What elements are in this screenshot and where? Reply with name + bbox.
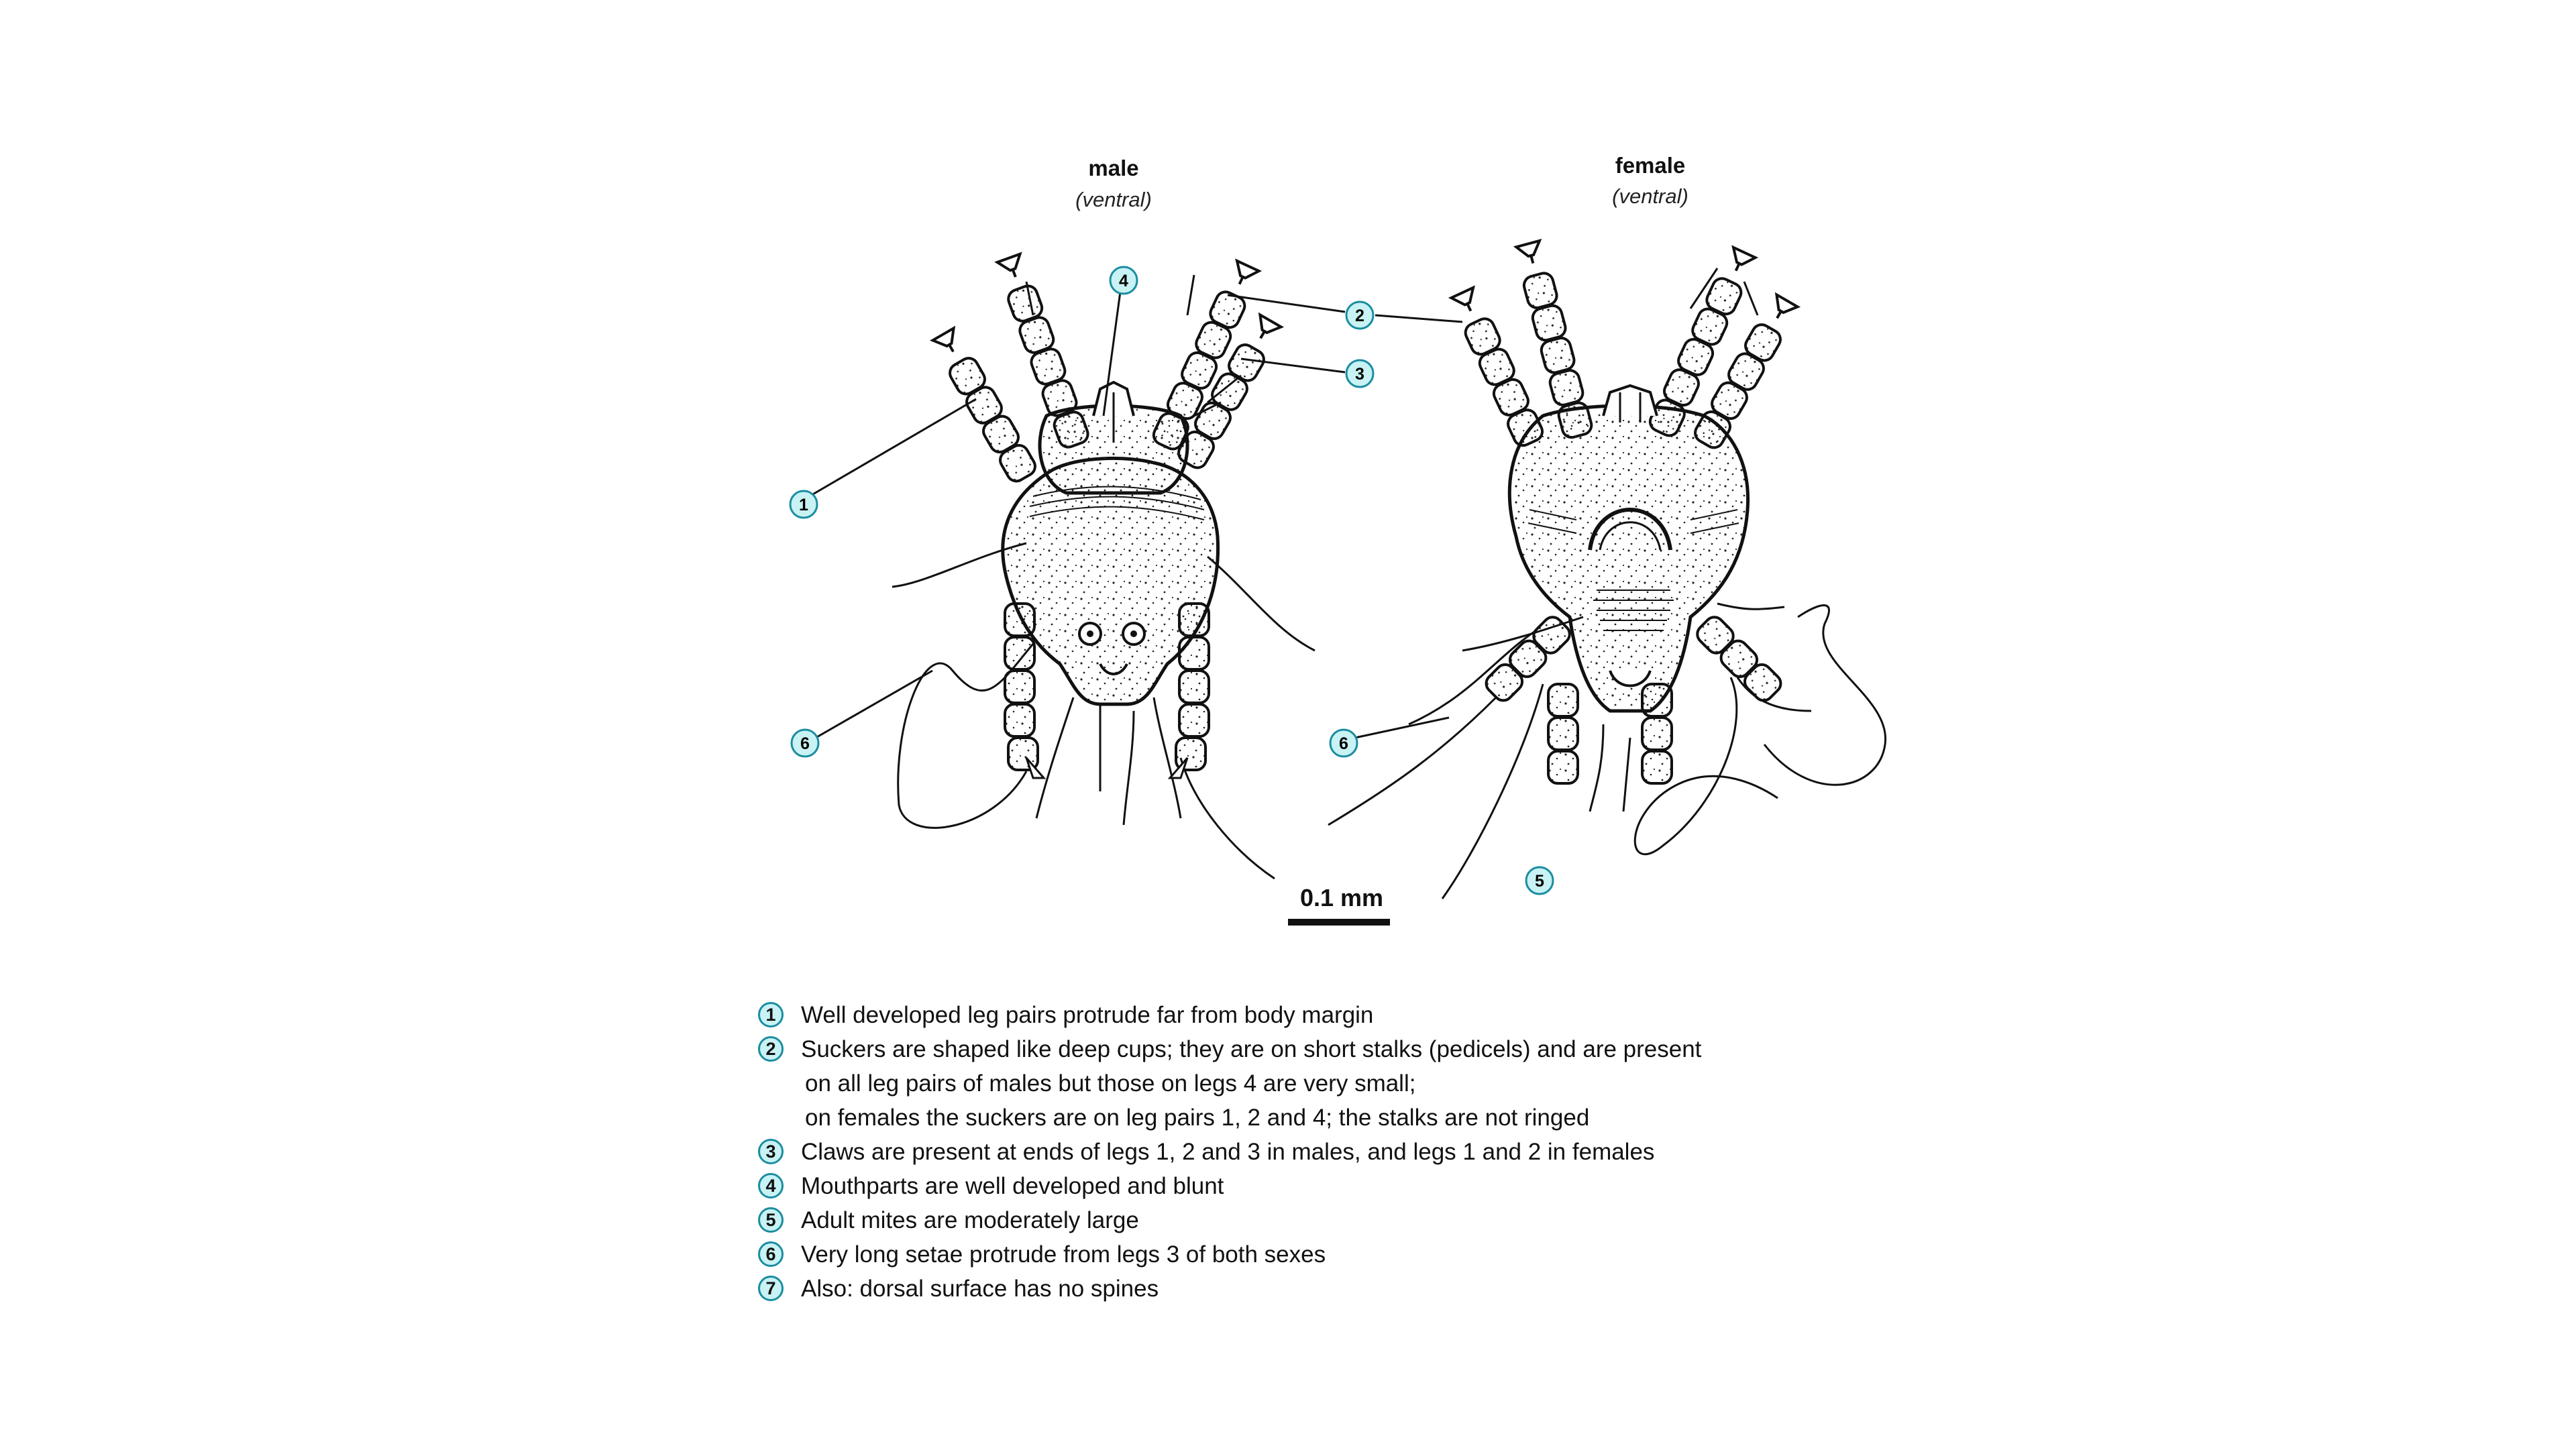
callout-1-label: 1 [799,496,808,514]
legend-text: Also: dorsal surface has no spines [801,1276,1159,1302]
legend-item-3 [758,1135,1898,1169]
legend-number-3-icon: 3 [758,1139,784,1164]
callout-5-label: 5 [1535,872,1544,891]
legend-text: Well developed leg pairs protrude far from body margin [801,1002,1374,1028]
callout-6-male-label: 6 [800,734,810,753]
male-title: male [1088,156,1139,180]
legend-text: Adult mites are moderately large [801,1207,1139,1233]
legend-item-7 [758,1272,1898,1306]
female-subtitle: (ventral) [1612,184,1688,208]
legend-item-5 [758,1203,1898,1237]
legend-text: Suckers are shaped like deep cups; they are on short stalks (pedicels) and are present [801,1036,1702,1062]
legend-number-1-icon: 1 [758,1002,784,1027]
scale-bar-label: 0.1 mm [1299,884,1384,911]
legend-text: Very long setae protrude from legs 3 of both sexes [801,1241,1326,1268]
callout-6-male-icon [792,730,818,757]
female-title: female [1615,153,1686,178]
male-mite [892,253,1315,879]
legend-text-continuation: on all leg pairs of males but those on legs 4 are very small; [805,1070,1416,1097]
legend-number-5-icon: 5 [758,1207,784,1233]
callout-1-icon [790,491,817,518]
callout-3-icon [1346,360,1373,387]
legend-text: Claws are present at ends of legs 1, 2 and 3 in males, and legs 1 and 2 in females [801,1139,1655,1165]
legend-number-6-icon: 6 [758,1241,784,1267]
scale-bar [1288,919,1390,926]
legend-number-2-icon: 2 [758,1036,784,1062]
callout-4-label: 4 [1119,272,1128,290]
legend-item-6 [758,1237,1898,1272]
legend-item-4 [758,1169,1898,1203]
legend-text: Mouthparts are well developed and blunt [801,1173,1224,1199]
callout-3-label: 3 [1355,365,1364,384]
callout-2-icon [1346,302,1373,329]
legend-number-4-icon: 4 [758,1173,784,1198]
legend-item-1 [758,998,1898,1032]
callout-4-icon [1110,267,1137,294]
legend-text-continuation: on females the suckers are on leg pairs 1, 2 and 4; the stalks are not ringed [805,1105,1590,1131]
callout-6-female-label: 6 [1339,734,1348,753]
male-subtitle: (ventral) [1075,188,1152,211]
legend-number-7-icon: 7 [758,1276,784,1301]
callout-6-female-icon [1330,730,1357,757]
callout-2-label: 2 [1355,306,1364,325]
callout-5-icon [1526,867,1553,894]
legend-item-2 [758,1032,1898,1135]
legend [758,998,1898,1306]
